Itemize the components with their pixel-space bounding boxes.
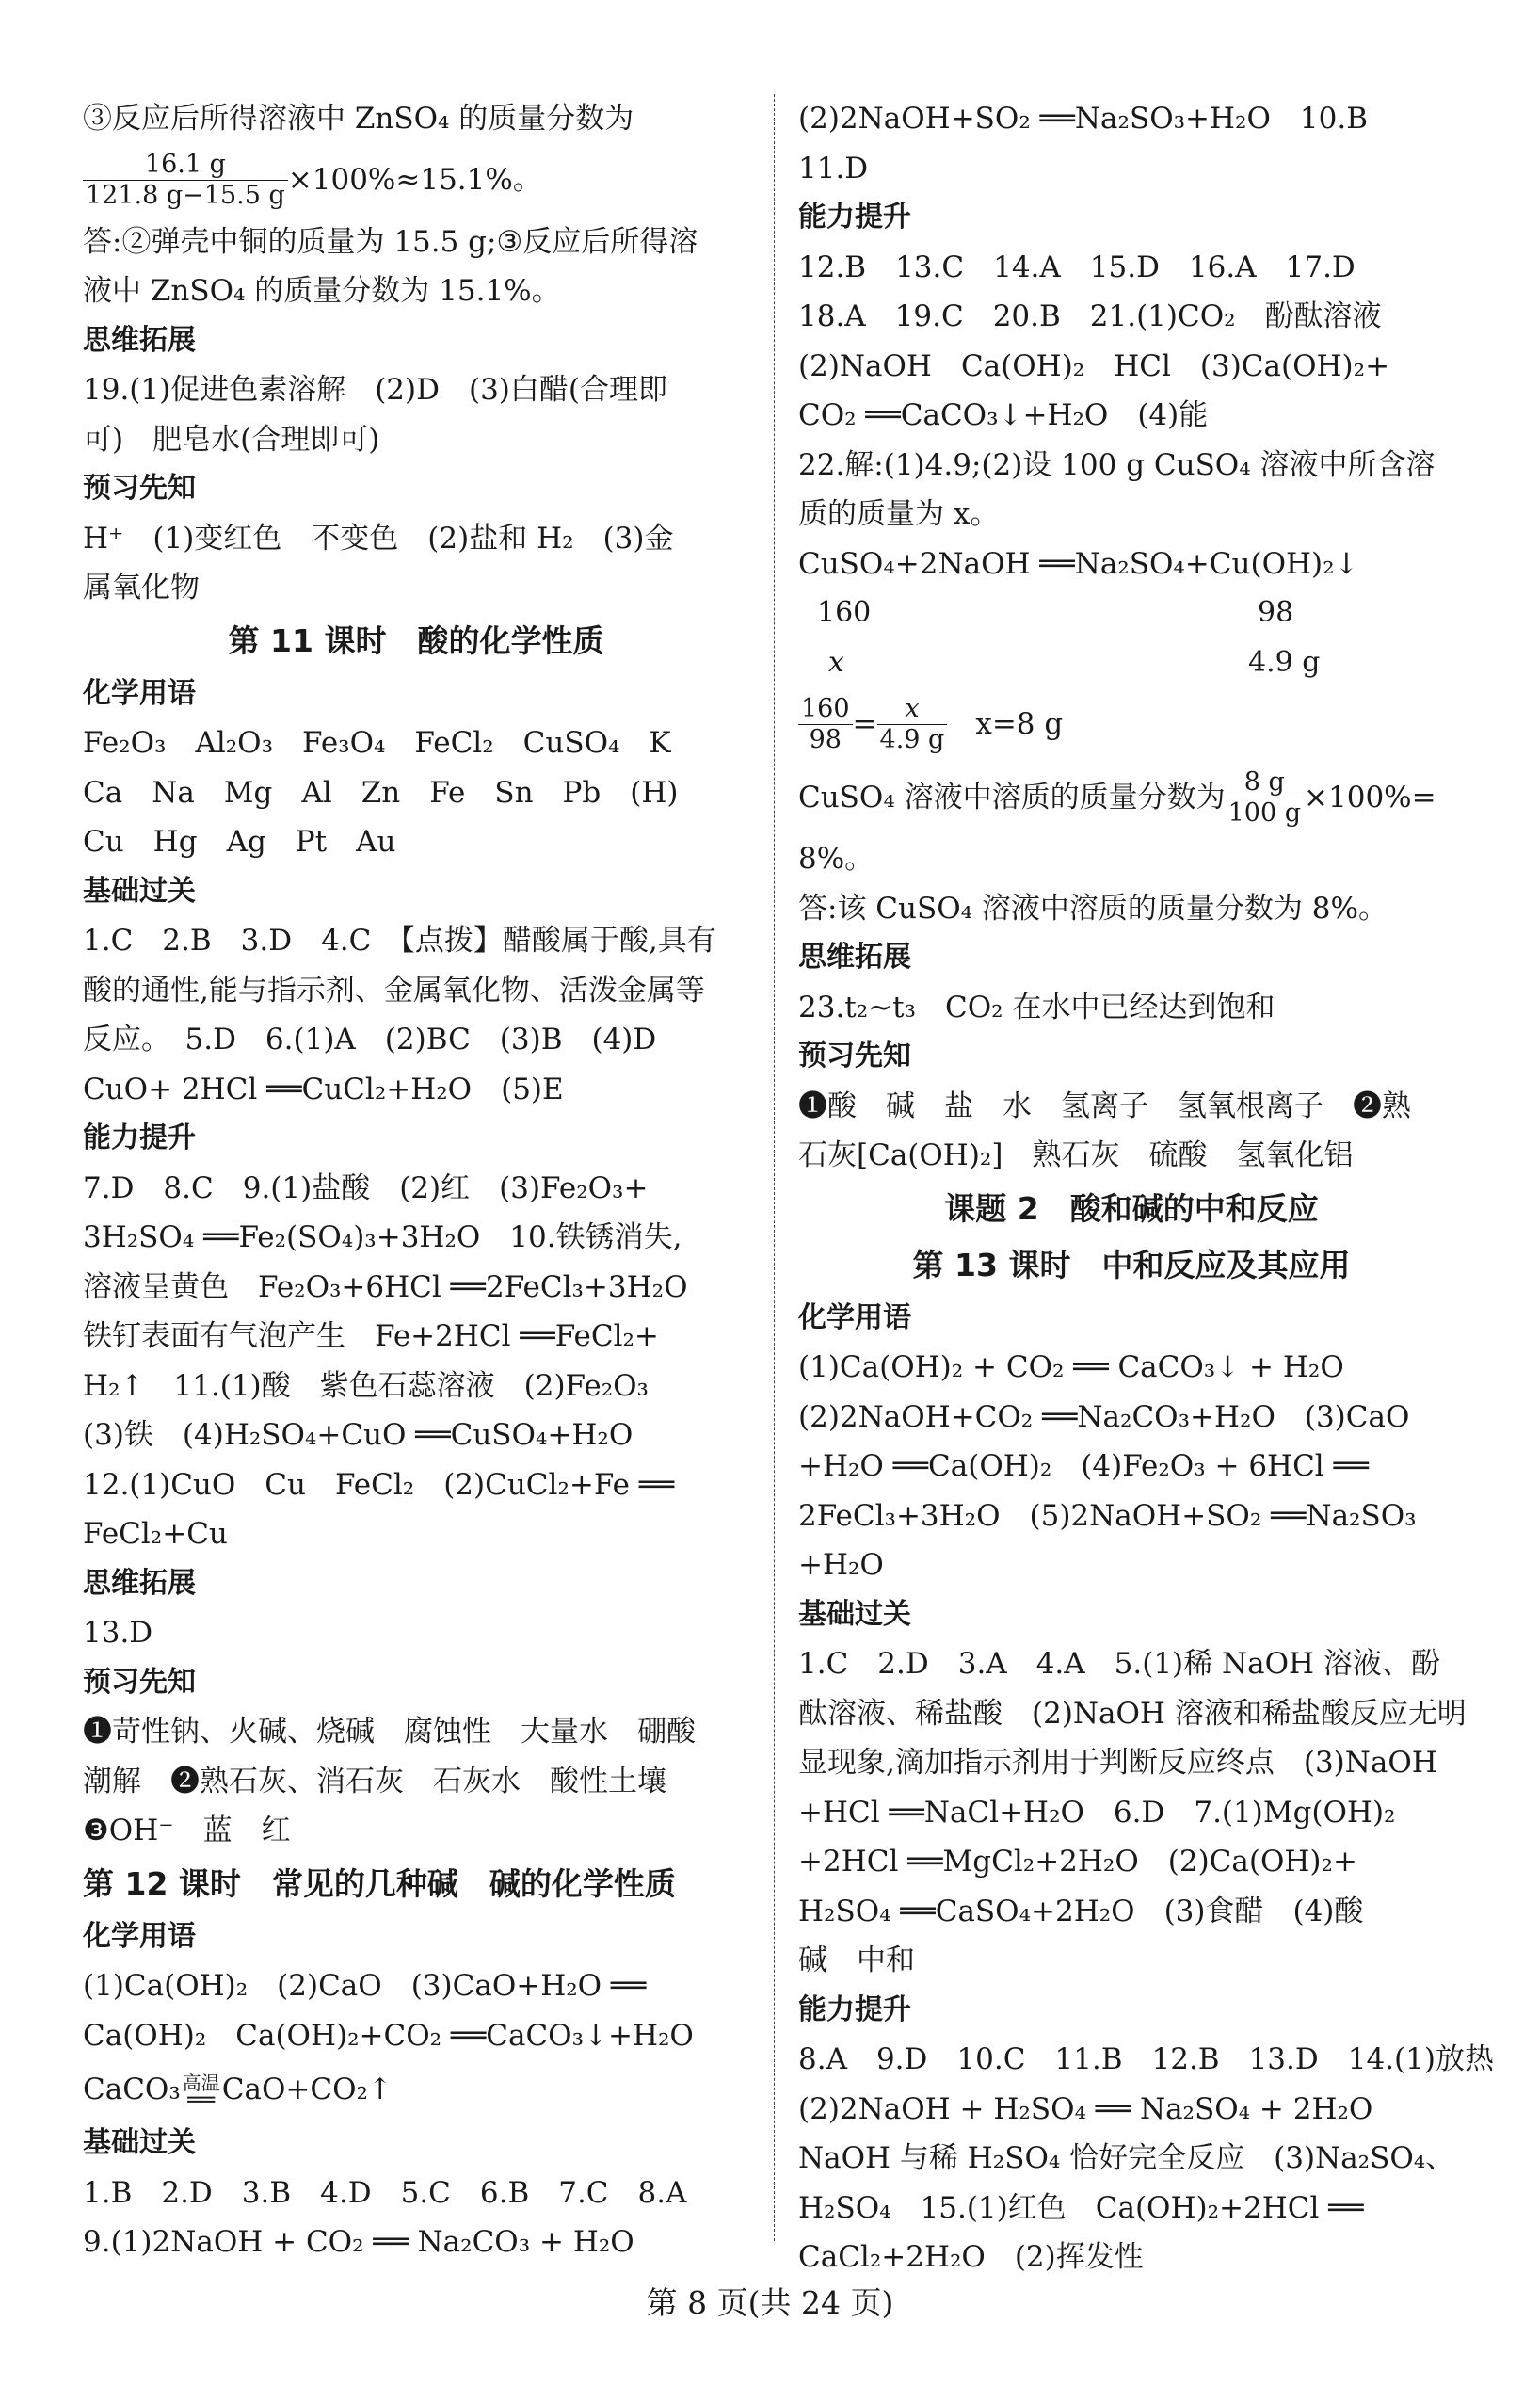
text-line: +H₂O bbox=[798, 1548, 884, 1582]
text-line: 反应。 5.D 6.(1)A (2)BC (3)B (4)D bbox=[83, 1023, 657, 1056]
section-heading: 预习先知 bbox=[798, 1040, 911, 1072]
text-line: (1)Ca(OH)₂ + CO₂ ══ CaCO₃↓ + H₂O bbox=[798, 1350, 1344, 1384]
text-line: 1.C 2.D 3.A 4.A 5.(1)稀 NaOH 溶液、酚 bbox=[798, 1647, 1440, 1681]
text-line: 液中 ZnSO₄ 的质量分数为 15.1%。 bbox=[83, 274, 561, 308]
equation-with-condition bbox=[83, 2060, 749, 2119]
text-line: 12.(1)CuO Cu FeCl₂ (2)CuCl₂+Fe ══ bbox=[83, 1467, 675, 1502]
text-line: 酞溶液、稀盐酸 (2)NaOH 溶液和稀盐酸反应无明 bbox=[798, 1696, 1467, 1731]
text-line: Ca(OH)₂ Ca(OH)₂+CO₂ ══CaCO₃↓+H₂O bbox=[83, 2018, 694, 2053]
text-line: Fe₂O₃ Al₂O₃ Fe₃O₄ FeCl₂ CuSO₄ K bbox=[83, 726, 671, 760]
text-segment: ×100%= bbox=[1304, 780, 1436, 814]
text-line: CO₂ ══CaCO₃↓+H₂O (4)能 bbox=[798, 398, 1209, 432]
formula-line bbox=[798, 687, 1465, 761]
section-heading: 化学用语 bbox=[798, 1300, 911, 1334]
section-heading: 预习先知 bbox=[83, 472, 196, 505]
text-line: Ca Na Mg Al Zn Fe Sn Pb (H) bbox=[83, 775, 679, 810]
text-line: ❶酸 碱 盐 水 氢离子 氢氧根离子 ❷熟 bbox=[798, 1089, 1411, 1123]
text-line: H₂SO₄ 15.(1)红色 Ca(OH)₂+2HCl ══ bbox=[798, 2190, 1364, 2225]
column-divider bbox=[774, 94, 775, 2241]
denominator: 100 g bbox=[1227, 798, 1302, 828]
text-line: (2)2NaOH + H₂SO₄ ══ Na₂SO₄ + 2H₂O bbox=[798, 2091, 1373, 2126]
text-line: H₂SO₄ ══CaSO₄+2H₂O (3)食醋 (4)酸 bbox=[798, 1894, 1364, 1928]
formula-line bbox=[83, 144, 749, 218]
text-line: 7.D 8.C 9.(1)盐酸 (2)红 (3)Fe₂O₃+ bbox=[83, 1170, 649, 1205]
lesson-title: 第 11 课时 酸的化学性质 bbox=[228, 621, 604, 659]
text-line: 1.C 2.B 3.D 4.C 【点拨】醋酸属于酸,具有 bbox=[83, 924, 716, 958]
text-line: 可) 肥皂水(合理即可) bbox=[83, 422, 380, 457]
denominator: 121.8 g−15.5 g bbox=[86, 181, 285, 210]
text-line: NaOH 与稀 H₂SO₄ 恰好完全反应 (3)Na₂SO₄、 bbox=[798, 2141, 1455, 2175]
fraction bbox=[877, 694, 948, 755]
section-heading: 化学用语 bbox=[83, 1919, 196, 1953]
text-line: CuSO₄+2NaOH ══Na₂SO₄+Cu(OH)₂↓ bbox=[798, 546, 1359, 581]
text-line: (1)Ca(OH)₂ (2)CaO (3)CaO+H₂O ══ bbox=[83, 1969, 647, 2003]
text-line: H⁺ (1)变红色 不变色 (2)盐和 H₂ (3)金 bbox=[83, 521, 674, 556]
section-heading: 能力提升 bbox=[798, 1992, 911, 2026]
text-line: 潮解 ❷熟石灰、消石灰 石灰水 酸性土壤 bbox=[83, 1764, 666, 1798]
numerator: 8 g bbox=[1226, 767, 1304, 798]
section-heading: 思维拓展 bbox=[83, 1566, 196, 1600]
lesson-title: 第 12 课时 常见的几种碱 碱的化学性质 bbox=[83, 1864, 676, 1902]
numerator: 160 bbox=[798, 694, 853, 725]
text-line: +2HCl ══MgCl₂+2H₂O (2)Ca(OH)₂+ bbox=[798, 1845, 1357, 1879]
ratio-value: 4.9 g bbox=[1248, 645, 1321, 679]
text-line: ❸OH⁻ 蓝 红 bbox=[83, 1814, 291, 1847]
text-line: 碱 中和 bbox=[798, 1943, 915, 1977]
text-line: (2)NaOH Ca(OH)₂ HCl (3)Ca(OH)₂+ bbox=[798, 348, 1390, 383]
formula-result: x=8 g bbox=[975, 706, 1064, 741]
section-heading: 预习先知 bbox=[83, 1665, 196, 1699]
text-line: 22.解:(1)4.9;(2)设 100 g CuSO₄ 溶液中所含溶 bbox=[798, 447, 1436, 482]
section-heading: 基础过关 bbox=[798, 1597, 911, 1631]
text-line: 9.(1)2NaOH + CO₂ ══ Na₂CO₃ + H₂O bbox=[83, 2225, 634, 2259]
page-footer: 第 8 页(共 24 页) bbox=[646, 2284, 894, 2321]
formula-tail: ×100%≈15.1%。 bbox=[287, 163, 542, 198]
text-line: +H₂O ══Ca(OH)₂ (4)Fe₂O₃ + 6HCl ══ bbox=[798, 1449, 1369, 1483]
section-heading: 基础过关 bbox=[83, 2126, 196, 2159]
denominator: 4.9 g bbox=[879, 724, 945, 754]
text-line: (3)铁 (4)H₂SO₄+CuO ══CuSO₄+H₂O bbox=[83, 1418, 634, 1452]
ratio-value: x bbox=[828, 645, 844, 679]
formula-line bbox=[798, 761, 1465, 834]
ratio-line bbox=[798, 638, 1465, 688]
equals-sign: = bbox=[852, 706, 877, 741]
ratio-value: 98 bbox=[1258, 596, 1294, 629]
text-line: 答:②弹壳中铜的质量为 15.5 g;③反应后所得溶 bbox=[83, 224, 698, 259]
text-line: 2FeCl₃+3H₂O (5)2NaOH+SO₂ ══Na₂SO₃ bbox=[798, 1498, 1417, 1533]
text-line: 8%。 bbox=[798, 842, 874, 876]
right-column bbox=[798, 94, 1494, 2282]
product: CaO+CO₂↑ bbox=[221, 2072, 393, 2106]
fraction bbox=[83, 150, 288, 211]
text-line: ❶苛性钠、火碱、烧碱 腐蚀性 大量水 硼酸 bbox=[83, 1715, 696, 1749]
text-line: 19.(1)促进色素溶解 (2)D (3)白醋(合理即 bbox=[83, 373, 667, 407]
fraction bbox=[798, 694, 853, 755]
fraction bbox=[1226, 767, 1304, 829]
text-line: 23.t₂~t₃ CO₂ 在水中已经达到饱和 bbox=[798, 990, 1275, 1024]
text-line: (2)2NaOH+CO₂ ══Na₂CO₃+H₂O (3)CaO bbox=[798, 1399, 1410, 1434]
section-heading: 思维拓展 bbox=[798, 941, 911, 974]
reactant: CaCO₃ bbox=[83, 2072, 181, 2106]
left-column bbox=[83, 94, 749, 2267]
ratio-value: 160 bbox=[817, 596, 872, 629]
section-heading: 思维拓展 bbox=[83, 323, 196, 357]
text-line: 1.B 2.D 3.B 4.D 5.C 6.B 7.C 8.A bbox=[83, 2175, 687, 2210]
text-line: FeCl₂+Cu bbox=[83, 1517, 228, 1551]
text-segment: CuSO₄ 溶液中溶质的质量分数为 bbox=[798, 780, 1226, 814]
topic-title: 课题 2 酸和碱的中和反应 bbox=[944, 1189, 1319, 1227]
section-heading: 能力提升 bbox=[83, 1121, 196, 1154]
section-heading: 能力提升 bbox=[798, 201, 911, 234]
text-line: CaCl₂+2H₂O (2)挥发性 bbox=[798, 2240, 1144, 2274]
text-line: 石灰[Ca(OH)₂] 熟石灰 硫酸 氢氧化铝 bbox=[798, 1138, 1354, 1172]
text-line: 11.D bbox=[798, 151, 869, 185]
text-line: 属氧化物 bbox=[83, 571, 200, 605]
text-line: 溶液呈黄色 Fe₂O₃+6HCl ══2FeCl₃+3H₂O bbox=[83, 1269, 688, 1304]
text-line: 铁钉表面有气泡产生 Fe+2HCl ══FeCl₂+ bbox=[83, 1319, 659, 1353]
section-heading: 基础过关 bbox=[83, 874, 196, 908]
text-line: 8.A 9.D 10.C 11.B 12.B 13.D 14.(1)放热 bbox=[798, 2042, 1494, 2076]
text-line: CuO+ 2HCl ══CuCl₂+H₂O (5)E bbox=[83, 1072, 564, 1106]
reaction-arrow bbox=[182, 2072, 220, 2113]
text-line: 3H₂SO₄ ══Fe₂(SO₄)₃+3H₂O 10.铁锈消失, bbox=[83, 1220, 682, 1254]
numerator: x bbox=[877, 694, 948, 725]
text-line: Cu Hg Ag Pt Au bbox=[83, 825, 396, 859]
numerator: 16.1 g bbox=[83, 150, 288, 181]
text-line: +HCl ══NaCl+H₂O 6.D 7.(1)Mg(OH)₂ bbox=[798, 1795, 1396, 1830]
reaction-condition: 高温 bbox=[182, 2072, 220, 2094]
text-line: (2)2NaOH+SO₂ ══Na₂SO₃+H₂O 10.B bbox=[798, 102, 1368, 136]
text-line: 13.D bbox=[83, 1616, 153, 1650]
text-line: 18.A 19.C 20.B 21.(1)CO₂ 酚酞溶液 bbox=[798, 299, 1382, 333]
arrow-icon: ══ bbox=[187, 2087, 216, 2113]
text-line: 显现象,滴加指示剂用于判断反应终点 (3)NaOH bbox=[798, 1746, 1437, 1780]
ratio-line bbox=[798, 589, 1465, 638]
text-line: 答:该 CuSO₄ 溶液中溶质的质量分数为 8%。 bbox=[798, 891, 1388, 926]
denominator: 98 bbox=[809, 724, 842, 754]
text-line: H₂↑ 11.(1)酸 紫色石蕊溶液 (2)Fe₂O₃ bbox=[83, 1368, 649, 1403]
text-line: 12.B 13.C 14.A 15.D 16.A 17.D bbox=[798, 250, 1356, 284]
section-heading: 化学用语 bbox=[83, 676, 196, 710]
text-line: 质的质量为 x。 bbox=[798, 497, 1000, 531]
lesson-title: 第 13 课时 中和反应及其应用 bbox=[912, 1246, 1351, 1283]
text-line: 酸的通性,能与指示剂、金属氧化物、活泼金属等 bbox=[83, 973, 705, 1008]
text-line: ③反应后所得溶液中 ZnSO₄ 的质量分数为 bbox=[83, 102, 634, 136]
